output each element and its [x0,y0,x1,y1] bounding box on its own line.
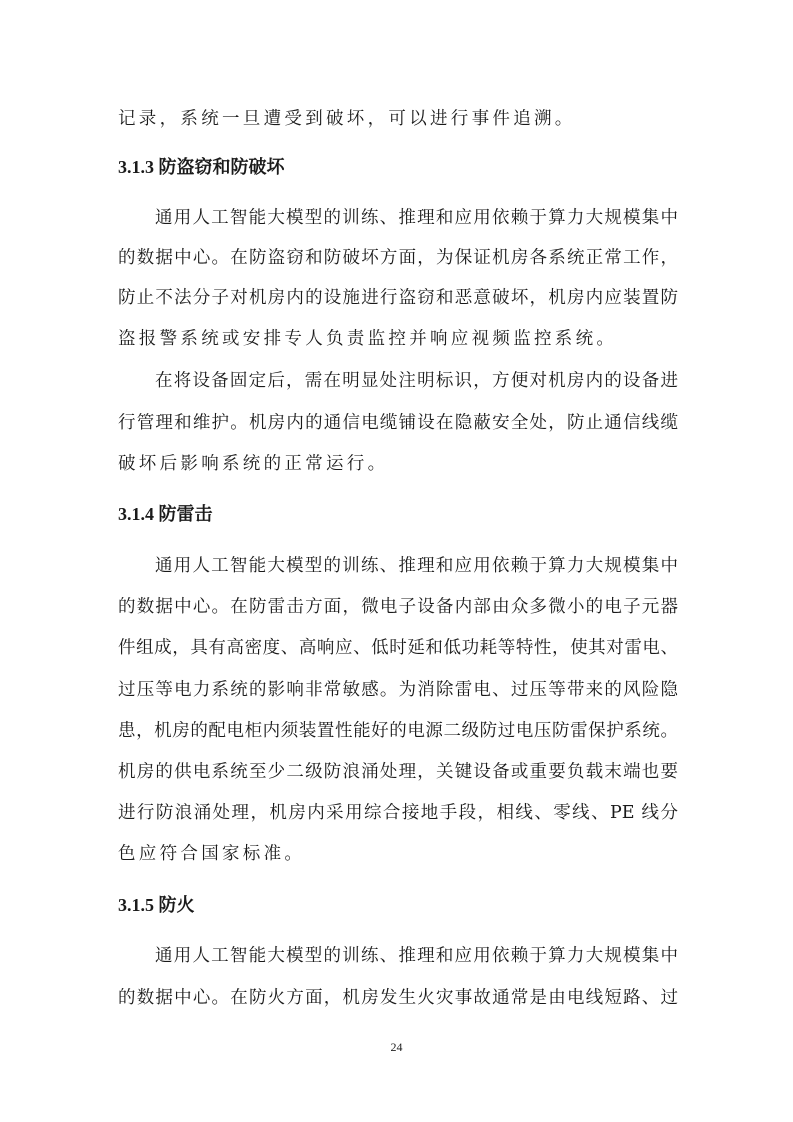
section-heading-3-1-3: 3.1.3 防盗窃和防破坏 [118,157,285,177]
paragraph-line: 防止不法分子对机房内的设施进行盗窃和恶意破坏，机房内应装置防 [118,288,678,308]
paragraph-line: 过压等电力系统的影响非常敏感。为消除雷电、过压等带来的风险隐 [118,680,678,700]
paragraph-line: 通用人工智能大模型的训练、推理和应用依赖于算力大规模集中 [155,208,678,228]
paragraph-line: 的数据中心。在防雷击方面，微电子设备内部由众多微小的电子元器 [118,597,678,617]
paragraph-line: 患，机房的配电柜内须装置性能好的电源二级防过电压防雷保护系统。 [118,721,678,741]
paragraph-line: 的数据中心。在防盗窃和防破坏方面，为保证机房各系统正常工作， [118,248,678,268]
paragraph-line: 进行防浪涌处理，机房内采用综合接地手段，相线、零线、PE 线分 [118,803,678,823]
paragraph-line: 破坏后影响系统的正常运行。 [118,454,389,474]
page-number: 24 [390,1040,403,1054]
paragraph-line: 行管理和维护。机房内的通信电缆铺设在隐蔽安全处，防止通信线缆 [118,413,678,433]
paragraph-line: 盗报警系统或安排专人负责监控并响应视频监控系统。 [118,329,618,349]
paragraph-line: 记录，系统一旦遭受到破坏，可以进行事件追溯。 [118,109,576,129]
paragraph-line: 的数据中心。在防火方面，机房发生火灾事故通常是由电线短路、过 [118,988,678,1008]
paragraph-line: 通用人工智能大模型的训练、推理和应用依赖于算力大规模集中 [155,556,678,576]
paragraph-line: 件组成，具有高密度、高响应、低时延和低功耗等特性，使其对雷电、 [118,638,678,658]
paragraph-line: 在将设备固定后，需在明显处注明标识，方便对机房内的设备进 [155,371,678,391]
paragraph-line: 通用人工智能大模型的训练、推理和应用依赖于算力大规模集中 [155,946,678,966]
section-heading-3-1-4: 3.1.4 防雷击 [118,504,213,524]
paragraph-line: 机房的供电系统至少二级防浪涌处理，关键设备或重要负载末端也要 [118,762,678,782]
paragraph-line: 色应符合国家标准。 [118,844,306,864]
section-heading-3-1-5: 3.1.5 防火 [118,895,195,915]
